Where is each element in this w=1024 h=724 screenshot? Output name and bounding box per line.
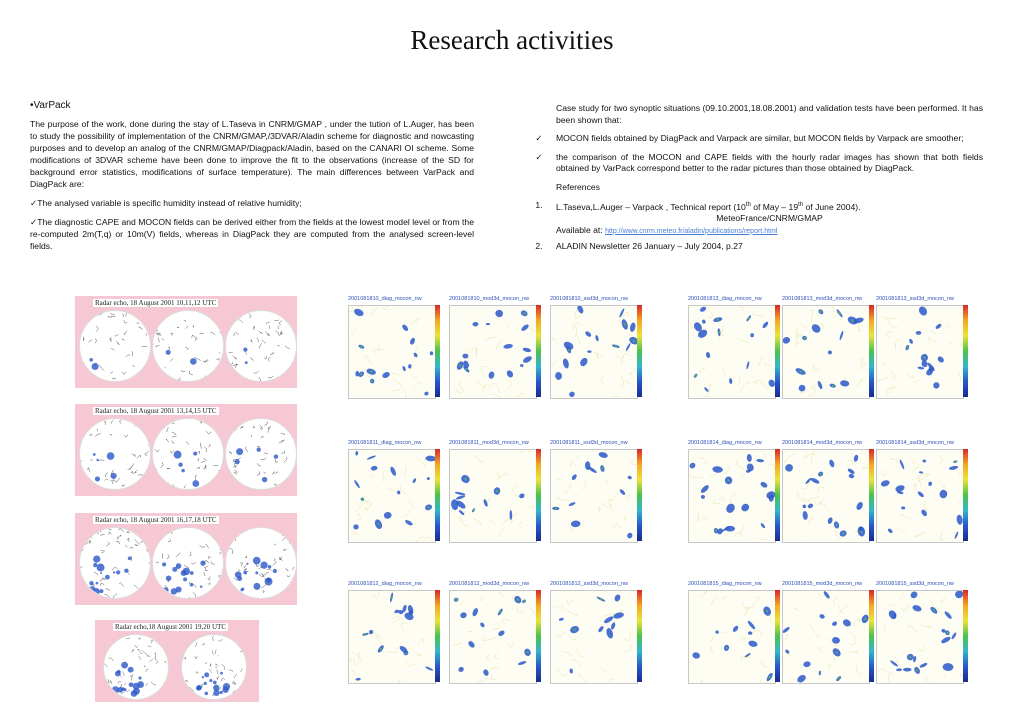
case-study-intro: Case study for two synoptic situations (09.10.2001,18.08.2001) and validation tests have been performed. It has been shown that: <box>556 103 983 125</box>
plot-label: 2001081813_diag_mocon_nw <box>688 296 762 302</box>
plot-label: 2001081812_diag_mocon_nw <box>348 581 422 587</box>
radar-label: Radar echo, 18 August 2001 16,17,18 UTC <box>95 516 217 524</box>
color-scale-bar <box>637 590 642 682</box>
radar-image <box>79 527 151 599</box>
color-scale-bar <box>536 590 541 682</box>
radar-image <box>181 634 247 700</box>
field-map <box>550 305 638 399</box>
radar-image <box>103 634 169 700</box>
mocon-field-plot <box>686 581 782 684</box>
radar-echo-panel <box>75 513 297 605</box>
color-scale-bar <box>435 590 440 682</box>
field-map <box>688 590 776 684</box>
report-link[interactable]: http://www.cnrm.meteo.fr/aladin/publications/report.html <box>605 227 778 235</box>
color-scale-bar <box>637 305 642 397</box>
radar-echo-panel <box>75 296 297 388</box>
field-map <box>348 305 436 399</box>
radar-image <box>79 418 151 490</box>
radar-image <box>79 310 151 382</box>
radar-echo-panel <box>75 404 297 496</box>
radar-image <box>225 527 297 599</box>
plot-label: 2001081815_mod3d_mocon_nw <box>782 581 863 587</box>
plot-label: 2001081814_diag_mocon_nw <box>688 440 762 446</box>
mocon-field-plot <box>780 296 876 399</box>
varpack-heading: •VarPack <box>30 100 71 111</box>
field-map <box>348 590 436 684</box>
plot-label: 2001081811_mod3d_mocon_nw <box>449 440 529 446</box>
mocon-field-plot <box>548 296 644 399</box>
field-map <box>449 590 537 684</box>
plot-label: 2001081813_mod3d_mocon_nw <box>782 296 863 302</box>
radar-image <box>225 418 297 490</box>
field-map <box>550 590 638 684</box>
plot-label: 2001081810_diag_mocon_nw <box>348 296 422 302</box>
mocon-field-plot <box>548 581 644 684</box>
reference-1: L.Taseva,L.Auger – Varpack , Technical report (10th of May – 19th of June 2004). MeteoFrance/CNRM/GMAP Available at: http://www.cnrm.meteo.fr/aladin/publications/report.html <box>556 200 983 237</box>
mocon-field-plot <box>548 440 644 543</box>
color-scale-bar <box>536 305 541 397</box>
color-scale-bar <box>963 305 968 397</box>
mocon-field-plot <box>780 440 876 543</box>
field-map <box>550 449 638 543</box>
mocon-field-plot <box>686 296 782 399</box>
finding-1: MOCON fields obtained by DiagPack and Varpack are similar, but MOCON fields by Varpack are smoother; <box>556 133 964 143</box>
field-map <box>449 305 537 399</box>
field-map <box>782 590 870 684</box>
mocon-field-plot <box>780 581 876 684</box>
mocon-field-plot <box>447 440 543 543</box>
field-map <box>449 449 537 543</box>
plot-label: 2001081814_ssd3d_mocon_nw <box>876 440 954 446</box>
color-scale-bar <box>963 449 968 541</box>
check-icon: ✓ <box>535 133 543 143</box>
field-map <box>782 449 870 543</box>
radar-label: Radar echo, 18 August 2001 10,11,12 UTC <box>95 299 217 307</box>
radar-label: Radar echo, 18 August 2001 13,14,15 UTC <box>95 407 217 415</box>
field-map <box>688 305 776 399</box>
mocon-field-plot <box>447 581 543 684</box>
varpack-paragraph: The purpose of the work, done during the stay of L.Taseva in CNRM/GMAP , under the tution of L.Auger, has been to study the possibility of implementation of the CNRM/GMAP,/3DVAR/Aladin scheme for diagnostic and nowcasting purposes and to develop an analog of the CNRM/GMAP/Diagpack/Aladin, based on the CANARI OI scheme. Some modifications of 3DVAR scheme have been done to improve the fit to the observations (increase of the SD for background error statistics, modifications of surface temperature). The main differences between VarPack and DiagPack are: <box>30 119 474 189</box>
plot-label: 2001081815_ssd3d_mocon_nw <box>876 581 954 587</box>
varpack-point-1: ✓The analysed variable is specific humidity instead of relative humidity; <box>30 198 302 208</box>
plot-label: 2001081812_mod3d_mocon_nw <box>449 581 530 587</box>
mocon-field-plot <box>874 581 970 684</box>
plot-label: 2001081810_ssd3d_mocon_nw <box>550 296 628 302</box>
mocon-field-plot <box>874 440 970 543</box>
plot-label: 2001081813_ssd3d_mocon_nw <box>876 296 954 302</box>
mocon-field-plot <box>447 296 543 399</box>
reference-2: ALADIN Newsletter 26 January – July 2004, p.27 <box>556 241 743 252</box>
radar-echo-panel <box>95 620 259 702</box>
field-map <box>782 305 870 399</box>
case-study-section <box>522 103 983 260</box>
radar-image <box>152 310 224 382</box>
field-map <box>688 449 776 543</box>
radar-image <box>152 527 224 599</box>
field-map <box>876 305 964 399</box>
color-scale-bar <box>963 590 968 682</box>
mocon-field-plot <box>346 440 442 543</box>
plot-label: 2001081811_diag_mocon_nw <box>348 440 422 446</box>
plot-label: 2001081811_ssd3d_mocon_nw <box>550 440 628 446</box>
field-map <box>876 590 964 684</box>
reference-1-publisher: MeteoFrance/CNRM/GMAP <box>716 213 823 224</box>
finding-2: the comparison of the MOCON and CAPE fields with the hourly radar images has shown that both fields obtained by VarPack correspond better to the radar pictures than those obtained by DiagPack. <box>556 151 983 173</box>
mocon-field-plot <box>874 296 970 399</box>
mocon-field-plot <box>346 296 442 399</box>
plot-label: 2001081810_mod3d_mocon_nw <box>449 296 530 302</box>
ref-number: 1. <box>535 200 543 210</box>
color-scale-bar <box>536 449 541 541</box>
color-scale-bar <box>435 305 440 397</box>
radar-image <box>225 310 297 382</box>
color-scale-bar <box>435 449 440 541</box>
radar-image <box>152 418 224 490</box>
page-title: Research activities <box>410 25 614 55</box>
radar-label: Radar echo,18 August 2001 19,20 UTC <box>115 623 227 631</box>
mocon-field-plot <box>686 440 782 543</box>
field-map <box>876 449 964 543</box>
ref-number: 2. <box>535 241 543 252</box>
plot-label: 2001081815_diag_mocon_nw <box>688 581 762 587</box>
check-icon: ✓ <box>535 151 543 162</box>
field-map <box>348 449 436 543</box>
plot-label: 2001081812_ssd3d_mocon_nw <box>550 581 628 587</box>
varpack-section <box>30 100 474 259</box>
color-scale-bar <box>637 449 642 541</box>
varpack-point-2: ✓The diagnostic CAPE and MOCON fields can be derived either from the fields at the lowest model level or from the re-computed 2m(T,q) or 10m(V) fields, whereas in DiagPack they are computed from the analysed screen-level fields. <box>30 217 474 251</box>
references-heading: References <box>556 181 600 192</box>
mocon-field-plot <box>346 581 442 684</box>
plot-label: 2001081814_mod3d_mocon_nw <box>782 440 863 446</box>
